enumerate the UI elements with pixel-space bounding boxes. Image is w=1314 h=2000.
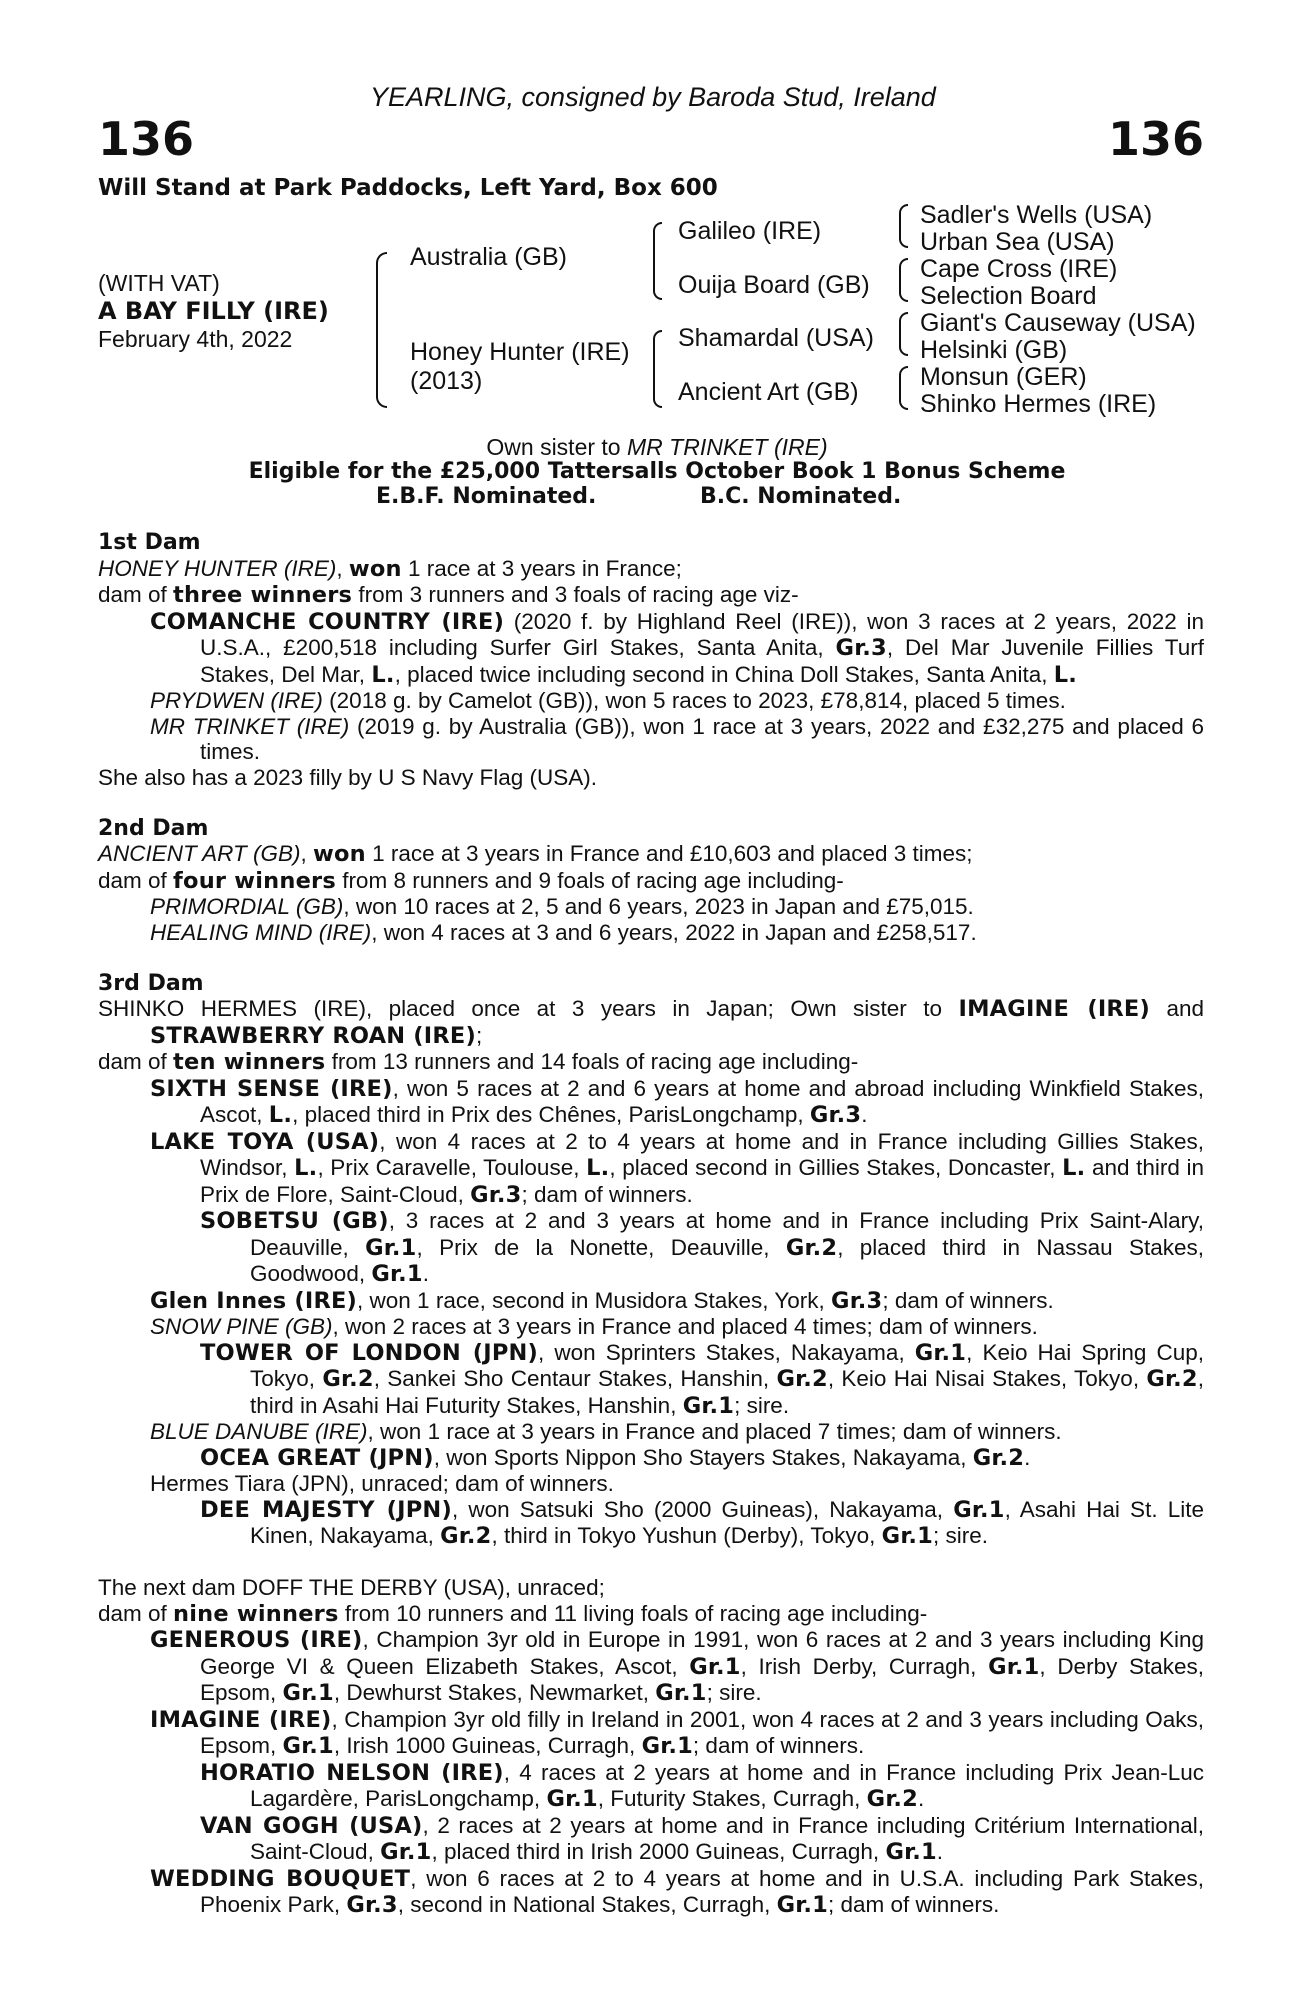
produce-ocea-great: OCEA GREAT (JPN), won Sports Nippon Sho Stayers Stakes, Nakayama, Gr.2. <box>200 1444 1031 1471</box>
pedigree-brace-g3 <box>899 312 908 356</box>
bonus-scheme: Eligible for the £25,000 Tattersalls October Book 1 Bonus Scheme <box>248 459 1066 484</box>
foaling-date: February 4th, 2022 <box>98 326 293 352</box>
third-dam-produce-intro: dam of ten winners from 13 runners and 14 foals of racing age including- <box>98 1049 859 1075</box>
produce-horatio-nelson: HORATIO NELSON (IRE), 4 races at 2 years at home and in France including Prix Jean-Luc Lagardère, ParisLongchamp, Gr.1, Futurity Stakes, Curragh, Gr.2. <box>200 1759 1204 1812</box>
produce-2023-filly: She also has a 2023 filly by U S Navy Flag (USA). <box>98 764 597 790</box>
produce-healing-mind: HEALING MIND (IRE), won 4 races at 3 and 6 years, 2022 in Japan and £258,517. <box>150 919 977 945</box>
pedigree-brace-g2 <box>899 258 908 302</box>
first-dam-line: HONEY HUNTER (IRE), won 1 race at 3 years in France; <box>98 555 682 582</box>
stand-location: Will Stand at Park Paddocks, Left Yard, Box 600 <box>98 175 718 201</box>
gg-1: Sadler's Wells (USA) <box>920 201 1153 229</box>
produce-wedding-bouquet: WEDDING BOUQUET, won 6 races at 2 to 4 years at home and in U.S.A. including Park Stakes, Phoenix Park, Gr.3, second in National Stakes, Curragh, Gr.1; dam of winners. <box>150 1865 1204 1918</box>
produce-imagine: IMAGINE (IRE), Champion 3yr old filly in Ireland in 2001, won 4 races at 2 and 3 years including Oaks, Epsom, Gr.1, Irish 1000 Guineas, Curragh, Gr.1; dam of winners. <box>150 1706 1204 1759</box>
dam-sire: Shamardal (USA) <box>678 324 874 352</box>
gg-4: Selection Board <box>920 282 1097 310</box>
gg-2: Urban Sea (USA) <box>920 228 1115 256</box>
pedigree-brace-g4 <box>899 366 908 410</box>
pedigree-brace-sire <box>653 222 662 300</box>
second-dam-heading: 2nd Dam <box>98 815 209 841</box>
gg-6: Helsinki (GB) <box>920 336 1068 364</box>
produce-tower-of-london: TOWER OF LONDON (JPN), won Sprinters Stakes, Nakayama, Gr.1, Keio Hai Spring Cup, Tokyo, Gr.2, Sankei Sho Centaur Stakes, Hanshin, Gr.2, Keio Hai Nisai Stakes, Tokyo, Gr.2, third in Asahi Hai Futurity Stakes, Hanshin, Gr.1; sire. <box>200 1339 1205 1419</box>
gg-3: Cape Cross (IRE) <box>920 255 1118 283</box>
gg-8: Shinko Hermes (IRE) <box>920 390 1157 418</box>
produce-snow-pine: SNOW PINE (GB), won 2 races at 3 years in France and placed 4 times; dam of winners. <box>150 1314 1038 1339</box>
second-dam-produce-intro: dam of four winners from 8 runners and 9 foals of racing age including- <box>98 867 844 894</box>
vat-label: (WITH VAT) <box>98 270 220 296</box>
produce-prydwen: PRYDWEN (IRE) (2018 g. by Camelot (GB)), won 5 races to 2023, £78,814, placed 5 times. <box>150 688 1066 713</box>
produce-generous: GENEROUS (IRE), Champion 3yr old in Europe in 1991, won 6 races at 2 and 3 years including King George VI & Queen Elizabeth Stakes, Ascot, Gr.1, Irish Derby, Curragh, Gr.1, Derby Stakes, Epsom, Gr.1, Dewhurst Stakes, Newmarket, Gr.1; sire. <box>150 1627 1205 1706</box>
ebf-nominated: E.B.F. Nominated. <box>376 484 597 509</box>
produce-primordial: PRIMORDIAL (GB), won 10 races at 2, 5 and 6 years, 2023 in Japan and £75,015. <box>150 894 974 919</box>
produce-hermes-tiara: Hermes Tiara (JPN), unraced; dam of winners. <box>150 1471 614 1496</box>
produce-blue-danube: BLUE DANUBE (IRE), won 1 race at 3 years in France and placed 7 times; dam of winners. <box>150 1419 1062 1444</box>
produce-sobetsu: SOBETSU (GB), 3 races at 2 and 3 years at home and in France including Prix Saint-Alary, Deauville, Gr.1, Prix de la Nonette, Deauville, Gr.2, placed third in Nassau Stakes, Goodwood, Gr.1. <box>200 1208 1205 1287</box>
sire: Australia (GB) <box>410 243 567 271</box>
next-dam-produce-intro: dam of nine winners from 10 runners and 11 living foals of racing age including- <box>98 1600 928 1627</box>
horse-name: A BAY FILLY (IRE) <box>98 297 329 325</box>
third-dam-line: SHINKO HERMES (IRE), placed once at 3 years in Japan; Own sister to IMAGINE (IRE) and STRAWBERRY ROAN (IRE); <box>98 996 1204 1049</box>
sire-sire: Galileo (IRE) <box>678 217 822 245</box>
produce-comanche-country: COMANCHE COUNTRY (IRE) (2020 f. by Highland Reel (IRE)), won 3 races at 2 years, 2022 in U.S.A., £200,518 including Surfer Girl Stakes, Santa Anita, Gr.3, Del Mar Juvenile Fillies Turf Stakes, Del Mar, L., placed twice including second in China Doll Stakes, Santa Anita, L. <box>150 608 1204 688</box>
first-dam-heading: 1st Dam <box>98 530 201 555</box>
produce-glen-innes: Glen Innes (IRE), won 1 race, second in Musidora Stakes, York, Gr.3; dam of winners. <box>150 1287 1054 1314</box>
third-dam-heading: 3rd Dam <box>98 970 204 996</box>
pedigree-brace-g1 <box>899 204 908 248</box>
produce-record <box>98 530 1204 1919</box>
subtitle: YEARLING, consigned by Baroda Stud, Ireland <box>370 82 936 112</box>
pedigree-brace-dam <box>653 330 662 408</box>
produce-lake-toya: LAKE TOYA (USA), won 4 races at 2 to 4 years at home and in France including Gillies Stakes, Windsor, L., Prix Caravelle, Toulouse, L., placed second in Gillies Stakes, Doncaster, L. and third in Prix de Flore, Saint-Cloud, Gr.3; dam of winners. <box>150 1128 1204 1208</box>
lot-number-right: 136 <box>1107 112 1204 166</box>
own-sister-name: MR TRINKET (IRE) <box>627 434 828 460</box>
own-sister-prefix: Own sister to <box>486 434 627 460</box>
own-sister-note <box>0 434 1314 460</box>
dam-year: (2013) <box>410 367 483 395</box>
next-dam-line: The next dam DOFF THE DERBY (USA), unraced; <box>98 1575 605 1600</box>
pedigree-brace-main <box>376 252 387 408</box>
lot-number-left: 136 <box>98 112 195 166</box>
dam: Honey Hunter (IRE) <box>410 338 630 366</box>
sire-dam: Ouija Board (GB) <box>678 271 870 299</box>
produce-van-gogh: VAN GOGH (USA), 2 races at 2 years at home and in France including Critérium International, Saint-Cloud, Gr.1, placed third in Irish 2000 Guineas, Curragh, Gr.1. <box>200 1812 1204 1865</box>
produce-sixth-sense: SIXTH SENSE (IRE), won 5 races at 2 and 6 years at home and abroad including Winkfield Stakes, Ascot, L., placed third in Prix des Chênes, ParisLongchamp, Gr.3. <box>150 1075 1204 1128</box>
second-dam-line: ANCIENT ART (GB), won 1 race at 3 years in France and £10,603 and placed 3 times; <box>98 841 973 867</box>
gg-5: Giant's Causeway (USA) <box>920 309 1196 337</box>
produce-dee-majesty: DEE MAJESTY (JPN), won Satsuki Sho (2000 Guineas), Nakayama, Gr.1, Asahi Hai St. Lite Kinen, Nakayama, Gr.2, third in Tokyo Yushun (Derby), Tokyo, Gr.1; sire. <box>200 1496 1204 1549</box>
first-dam-produce-intro: dam of three winners from 3 runners and 3 foals of racing age viz- <box>98 582 799 608</box>
bc-nominated: B.C. Nominated. <box>700 484 902 509</box>
produce-mr-trinket: MR TRINKET (IRE) (2019 g. by Australia (GB)), won 1 race at 3 years, 2022 and £32,275 and placed 6 times. <box>150 713 1204 764</box>
gg-7: Monsun (GER) <box>920 363 1087 391</box>
dam-dam: Ancient Art (GB) <box>678 378 859 406</box>
